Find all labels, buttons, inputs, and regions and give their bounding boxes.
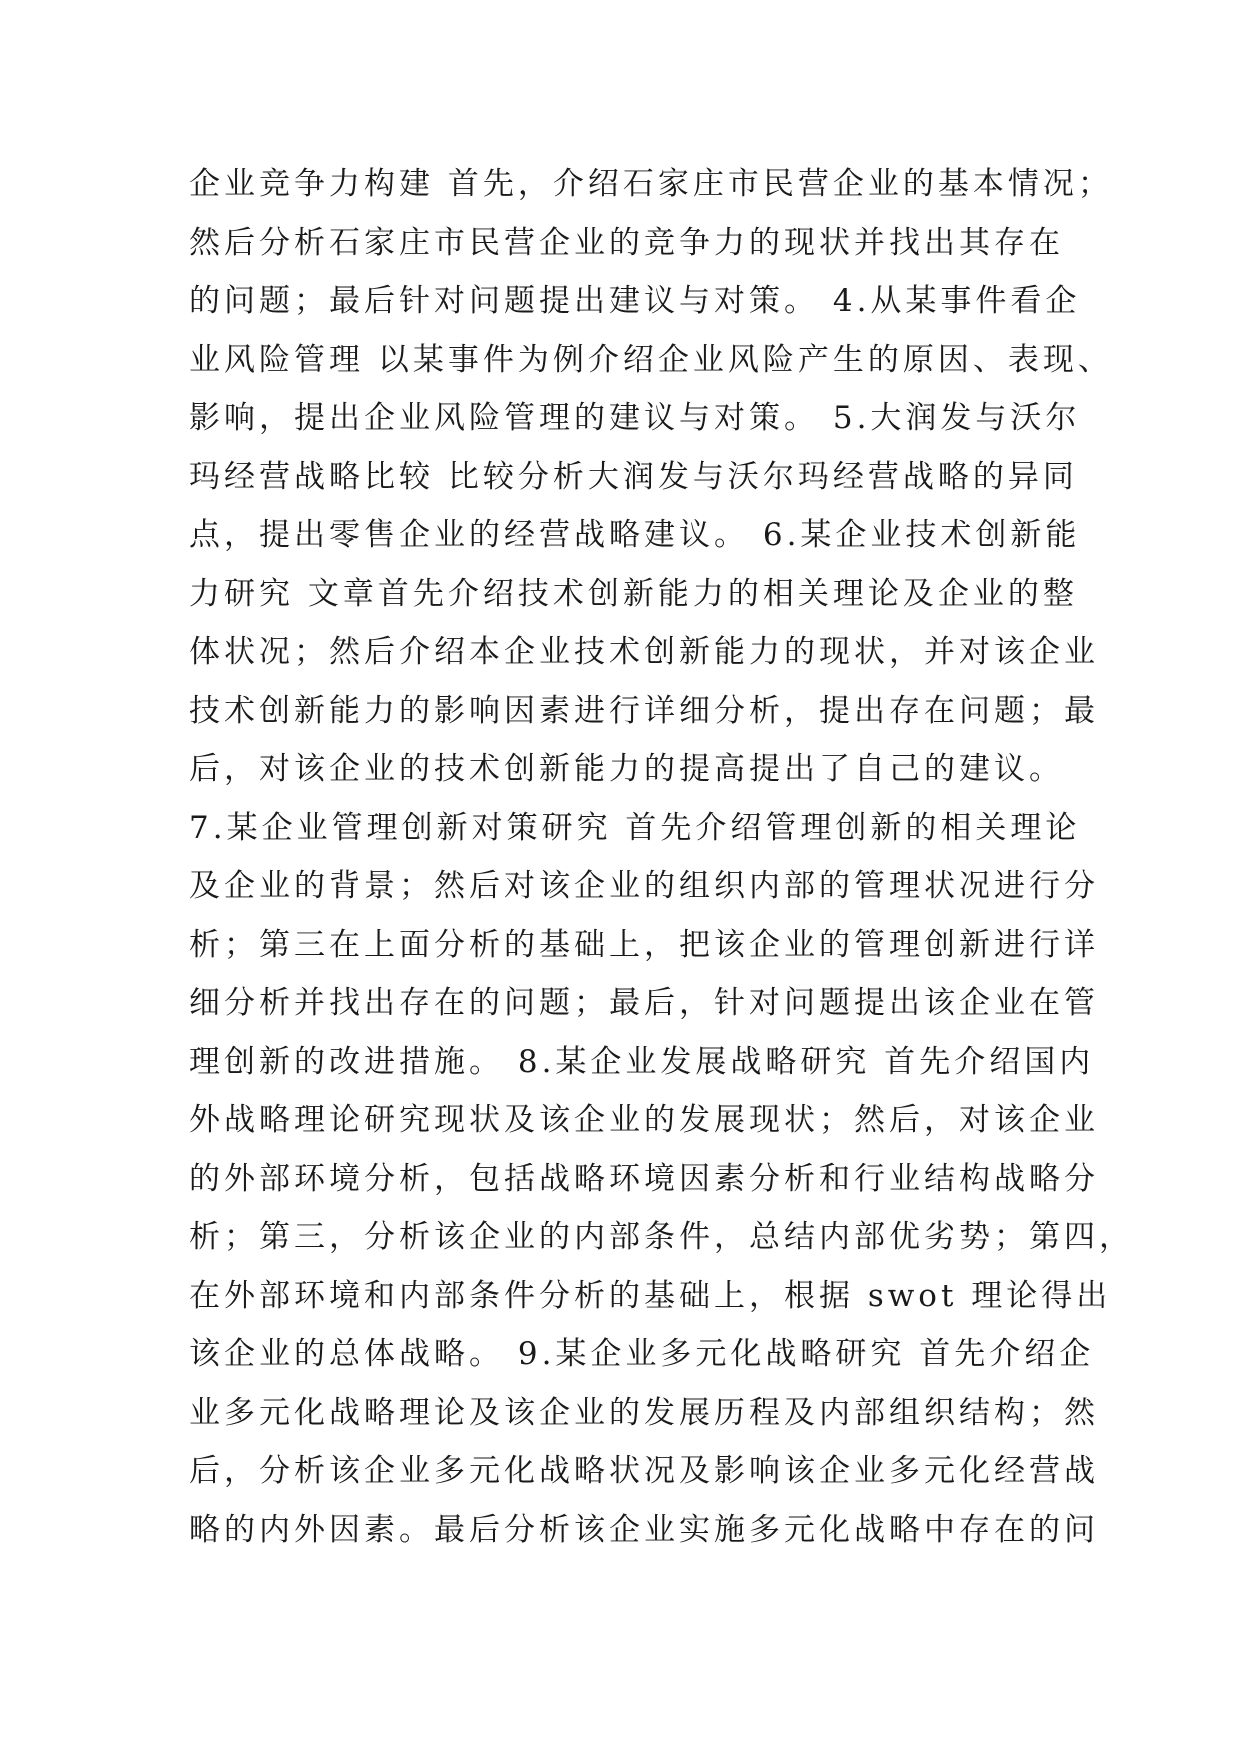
text-line: 然后分析石家庄市民营企业的竞争力的现状并找出其存在 — [189, 224, 1064, 261]
text-line: 的问题；最后针对问题提出建议与对策。 4.从某事件看企 — [189, 283, 1081, 319]
text-line: 的外部环境分析，包括战略环境因素分析和行业结构战略分 — [189, 1160, 1099, 1197]
text-line: 业多元化战略理论及该企业的发展历程及内部组织结构；然 — [189, 1394, 1099, 1431]
text-line: 后，对该企业的技术创新能力的提高提出了自己的建议。 — [189, 751, 1064, 787]
text-line: 力研究 文章首先介绍技术创新能力的相关理论及企业的整 — [189, 575, 1078, 612]
text-line: 技术创新能力的影响因素进行详细分析，提出存在问题；最 — [189, 692, 1099, 729]
text-line: 理创新的改进措施。 8.某企业发展战略研究 首先介绍国内 — [189, 1043, 1095, 1080]
text-line: 7.某企业管理创新对策研究 首先介绍管理创新的相关理论 — [189, 809, 1081, 846]
text-line: 细分析并找出存在的问题；最后，针对问题提出该企业在管 — [189, 985, 1099, 1021]
text-line: 外战略理论研究现状及该企业的发展现状；然后，对该企业 — [189, 1102, 1099, 1138]
text-line: 及企业的背景；然后对该企业的组织内部的管理状况进行分 — [189, 868, 1099, 904]
body-text — [189, 155, 1134, 1559]
text-line: 后，分析该企业多元化战略状况及影响该企业多元化经营战 — [189, 1453, 1099, 1489]
text-line: 影响，提出企业风险管理的建议与对策。 5.大润发与沃尔 — [189, 400, 1081, 436]
text-line: 析；第三，分析该企业的内部条件，总结内部优劣势；第四， — [189, 1219, 1134, 1255]
text-line: 玛经营战略比较 比较分析大润发与沃尔玛经营战略的异同 — [189, 458, 1078, 495]
text-line: 析；第三在上面分析的基础上，把该企业的管理创新进行详 — [189, 926, 1099, 963]
text-line: 该企业的总体战略。 9.某企业多元化战略研究 首先介绍企 — [189, 1336, 1095, 1372]
text-line: 企业竞争力构建 首先，介绍石家庄市民营企业的基本情况； — [189, 166, 1113, 202]
text-line: 体状况；然后介绍本企业技术创新能力的现状，并对该企业 — [189, 634, 1099, 670]
text-line: 在外部环境和内部条件分析的基础上，根据 swot 理论得出 — [189, 1277, 1112, 1314]
text-line: 点，提出零售企业的经营战略建议。 6.某企业技术创新能 — [189, 517, 1081, 553]
text-line: 略的内外因素。最后分析该企业实施多元化战略中存在的问 — [189, 1511, 1099, 1548]
text-line: 业风险管理 以某事件为例介绍企业风险产生的原因、表现、 — [189, 341, 1113, 378]
